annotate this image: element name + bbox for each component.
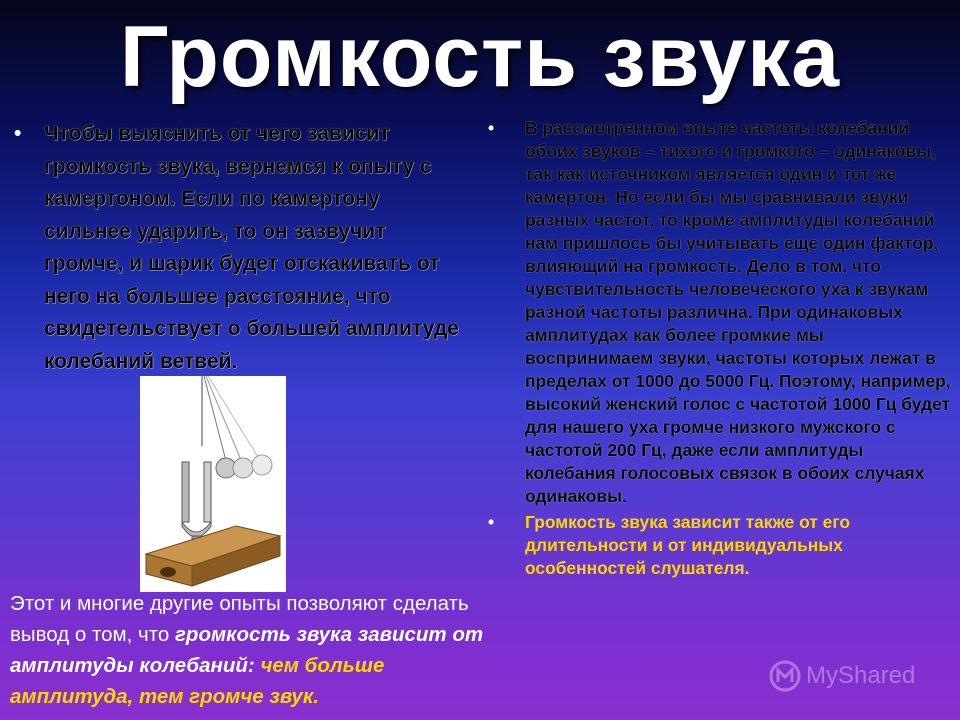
- right-bullet-2: [488, 511, 954, 580]
- conclusion-emphasis-yellow: чем больше амплитуда, тем громче звук.: [10, 654, 385, 708]
- right-bullet-1: [488, 117, 954, 508]
- bullet-dot: •: [488, 512, 495, 532]
- conclusion-plain: Этот и многие другие опыты позволяют сделать вывод о том, что: [10, 592, 469, 646]
- conclusion-emphasis-white: громкость звука зависит от амплитуды колебаний:: [10, 623, 484, 677]
- right-bullet-2-text: Громкость звука зависит также от его длительности и от индивидуальных особенностей слушателя.: [525, 512, 850, 578]
- watermark-text: MyShared: [806, 662, 916, 689]
- watermark: [768, 656, 948, 696]
- slide-title: Громкость звука: [119, 9, 841, 105]
- conclusion-text: [10, 588, 510, 712]
- tuning-fork-pendulum-illustration: [140, 376, 286, 592]
- right-column: [488, 117, 954, 583]
- left-bullet-text: Чтобы выяснить от чего зависит громкость звука, вернемся к опыту с камертоном. Если по камертону сильнее ударить, то он зазвучит громче, и шарик будет отскакивать от него на большее расстояние, что свидетельствует о большей амплитуде колебаний ветвей.: [44, 122, 459, 373]
- bullet-dot: •: [488, 118, 495, 138]
- right-bullet-1-text: В рассмотренном опыте частоты колебаний обоих звуков – тихого и громкого – одинаковы, так как источником является один и тот же камертон. Но если бы мы сравнивали звуки разных частот, то кроме амплитуды колебаний нам пришлось бы учитывать еще один фактор, влияющий на громкость. Дело в том, что чувствительность человеческого уха к звукам разной частоты различна. При одинаковых амплитудах как более громкие мы воспринимаем звуки, частоты которых лежат в пределах от 1000 до 5000 Гц. Поэтому, например, высокий женский голос с частотой 1000 Гц будет для нашего уха громче низкого мужского с частотой 200 Гц, даже если амплитуды колебания голосовых связок в обоих случаях одинаковы.: [525, 118, 951, 506]
- left-bullet: [14, 118, 464, 378]
- tuning-fork-figure: [140, 376, 286, 592]
- bullet-dot: •: [14, 122, 22, 145]
- myshared-logo-icon: [768, 659, 802, 693]
